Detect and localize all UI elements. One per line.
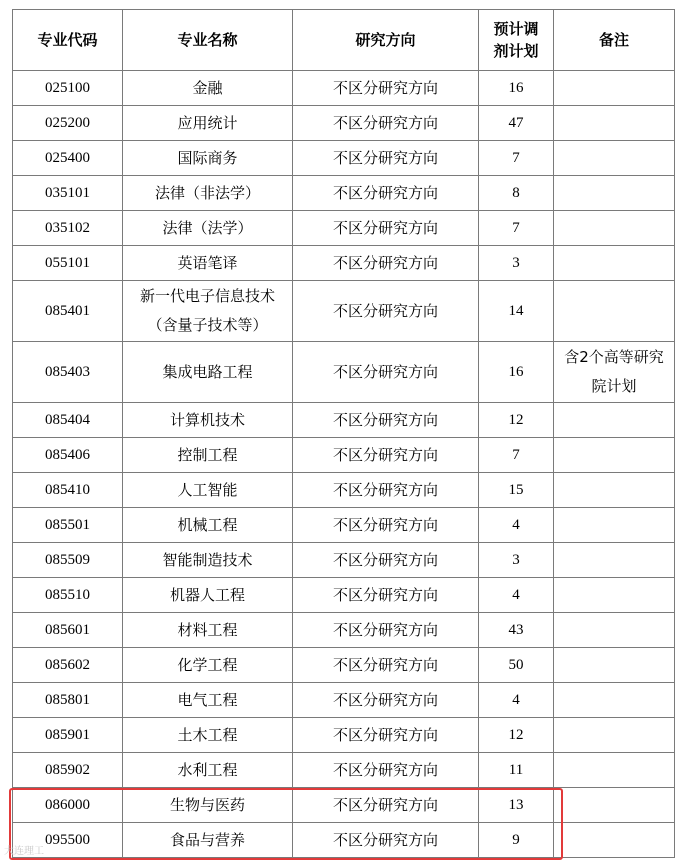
- cell-code: 085403: [13, 342, 123, 403]
- cell-note: [554, 718, 675, 753]
- cell-name: 英语笔译: [123, 246, 293, 281]
- table-row: [13, 753, 675, 788]
- cell-direction: 不区分研究方向: [293, 246, 479, 281]
- cell-code: 035102: [13, 211, 123, 246]
- cell-note-line2: 院计划: [591, 377, 637, 395]
- cell-plan: 4: [479, 683, 554, 718]
- cell-name: 计算机技术: [123, 403, 293, 438]
- cell-name: 法律（非法学）: [123, 176, 293, 211]
- cell-name: 水利工程: [123, 753, 293, 788]
- cell-code: 025200: [13, 106, 123, 141]
- cell-direction: 不区分研究方向: [293, 106, 479, 141]
- cell-note: [554, 613, 675, 648]
- cell-note: [554, 578, 675, 613]
- cell-code: 085510: [13, 578, 123, 613]
- table-row: [13, 71, 675, 106]
- cell-plan: 11: [479, 753, 554, 788]
- cell-name: 控制工程: [123, 438, 293, 473]
- cell-plan: 3: [479, 246, 554, 281]
- cell-plan: 12: [479, 403, 554, 438]
- cell-direction: 不区分研究方向: [293, 508, 479, 543]
- table-row: [13, 508, 675, 543]
- cell-note: [554, 281, 675, 342]
- cell-direction: 不区分研究方向: [293, 543, 479, 578]
- cell-plan: 4: [479, 578, 554, 613]
- header-direction: 研究方向: [293, 10, 479, 71]
- cell-name: 应用统计: [123, 106, 293, 141]
- cell-direction: 不区分研究方向: [293, 788, 479, 823]
- cell-note-line1: 含2个高等研究: [564, 348, 664, 366]
- cell-note: [554, 683, 675, 718]
- cell-code: 085602: [13, 648, 123, 683]
- cell-name: 材料工程: [123, 613, 293, 648]
- table-row: [13, 578, 675, 613]
- cell-plan: 15: [479, 473, 554, 508]
- cell-plan: 16: [479, 71, 554, 106]
- cell-direction: 不区分研究方向: [293, 683, 479, 718]
- cell-name-line1: 新一代电子信息技术: [139, 287, 275, 305]
- header-plan-line1: 预计调: [493, 20, 539, 38]
- header-note: 备注: [554, 10, 675, 71]
- table-row: [13, 281, 675, 342]
- cell-plan: 7: [479, 211, 554, 246]
- watermark-text: 大连理工: [4, 846, 44, 857]
- cell-direction: 不区分研究方向: [293, 176, 479, 211]
- cell-note: [554, 106, 675, 141]
- cell-plan: 4: [479, 508, 554, 543]
- cell-code: 095500: [13, 823, 123, 858]
- cell-code: 085601: [13, 613, 123, 648]
- cell-note: [554, 141, 675, 176]
- cell-name: 法律（法学）: [123, 211, 293, 246]
- cell-direction: 不区分研究方向: [293, 211, 479, 246]
- cell-name: [123, 281, 293, 342]
- cell-code: 085410: [13, 473, 123, 508]
- cell-direction: 不区分研究方向: [293, 403, 479, 438]
- table-row: [13, 543, 675, 578]
- cell-note: [554, 342, 675, 403]
- header-code: 专业代码: [13, 10, 123, 71]
- table-row: [13, 438, 675, 473]
- header-plan-line2: 剂计划: [493, 42, 539, 60]
- cell-name: 电气工程: [123, 683, 293, 718]
- table-row: [13, 211, 675, 246]
- cell-direction: 不区分研究方向: [293, 281, 479, 342]
- cell-name: 化学工程: [123, 648, 293, 683]
- cell-plan: 3: [479, 543, 554, 578]
- cell-note: [554, 211, 675, 246]
- table-row: [13, 718, 675, 753]
- cell-direction: 不区分研究方向: [293, 342, 479, 403]
- table-row: [13, 788, 675, 823]
- cell-plan: 12: [479, 718, 554, 753]
- table-header-row: [13, 10, 675, 71]
- cell-code: 085902: [13, 753, 123, 788]
- table-row: [13, 473, 675, 508]
- cell-name: 机器人工程: [123, 578, 293, 613]
- table-row: [13, 246, 675, 281]
- cell-code: 035101: [13, 176, 123, 211]
- cell-name: 土木工程: [123, 718, 293, 753]
- cell-code: 085801: [13, 683, 123, 718]
- cell-direction: 不区分研究方向: [293, 648, 479, 683]
- cell-plan: 50: [479, 648, 554, 683]
- cell-name: 金融: [123, 71, 293, 106]
- cell-direction: 不区分研究方向: [293, 718, 479, 753]
- table-row: [13, 683, 675, 718]
- cell-note: [554, 403, 675, 438]
- cell-code: 085406: [13, 438, 123, 473]
- cell-name: 人工智能: [123, 473, 293, 508]
- cell-name: 国际商务: [123, 141, 293, 176]
- cell-code: 055101: [13, 246, 123, 281]
- cell-plan: 16: [479, 342, 554, 403]
- cell-code: 086000: [13, 788, 123, 823]
- cell-plan: 43: [479, 613, 554, 648]
- cell-plan: 8: [479, 176, 554, 211]
- cell-direction: 不区分研究方向: [293, 473, 479, 508]
- table-row: [13, 823, 675, 858]
- table-row: [13, 613, 675, 648]
- cell-name: 智能制造技术: [123, 543, 293, 578]
- table-row: [13, 403, 675, 438]
- cell-direction: 不区分研究方向: [293, 578, 479, 613]
- cell-plan: 7: [479, 141, 554, 176]
- cell-note: [554, 753, 675, 788]
- cell-plan: 13: [479, 788, 554, 823]
- cell-note: [554, 543, 675, 578]
- cell-code: 085509: [13, 543, 123, 578]
- cell-plan: 7: [479, 438, 554, 473]
- table-row: [13, 106, 675, 141]
- cell-name: 集成电路工程: [123, 342, 293, 403]
- cell-direction: 不区分研究方向: [293, 438, 479, 473]
- cell-note: [554, 246, 675, 281]
- cell-code: 085901: [13, 718, 123, 753]
- cell-name: 食品与营养: [123, 823, 293, 858]
- table-row: [13, 176, 675, 211]
- cell-note: [554, 788, 675, 823]
- cell-code: 085401: [13, 281, 123, 342]
- cell-code: 085501: [13, 508, 123, 543]
- header-name: 专业名称: [123, 10, 293, 71]
- cell-note: [554, 71, 675, 106]
- cell-note: [554, 508, 675, 543]
- cell-code: 085404: [13, 403, 123, 438]
- cell-direction: 不区分研究方向: [293, 141, 479, 176]
- cell-note: [554, 176, 675, 211]
- cell-direction: 不区分研究方向: [293, 753, 479, 788]
- cell-code: 025400: [13, 141, 123, 176]
- cell-plan: 47: [479, 106, 554, 141]
- table-row: [13, 141, 675, 176]
- cell-note: [554, 473, 675, 508]
- cell-direction: 不区分研究方向: [293, 71, 479, 106]
- table-row: [13, 342, 675, 403]
- cell-direction: 不区分研究方向: [293, 823, 479, 858]
- cell-name: 生物与医药: [123, 788, 293, 823]
- table-row: [13, 648, 675, 683]
- header-plan: [479, 10, 554, 71]
- cell-name-line2: （含量子技术等）: [147, 316, 268, 334]
- enrollment-table: [12, 9, 675, 858]
- cell-direction: 不区分研究方向: [293, 613, 479, 648]
- cell-code: 025100: [13, 71, 123, 106]
- cell-name: 机械工程: [123, 508, 293, 543]
- cell-plan: 14: [479, 281, 554, 342]
- cell-plan: 9: [479, 823, 554, 858]
- cell-note: [554, 648, 675, 683]
- cell-note: [554, 438, 675, 473]
- cell-note: [554, 823, 675, 858]
